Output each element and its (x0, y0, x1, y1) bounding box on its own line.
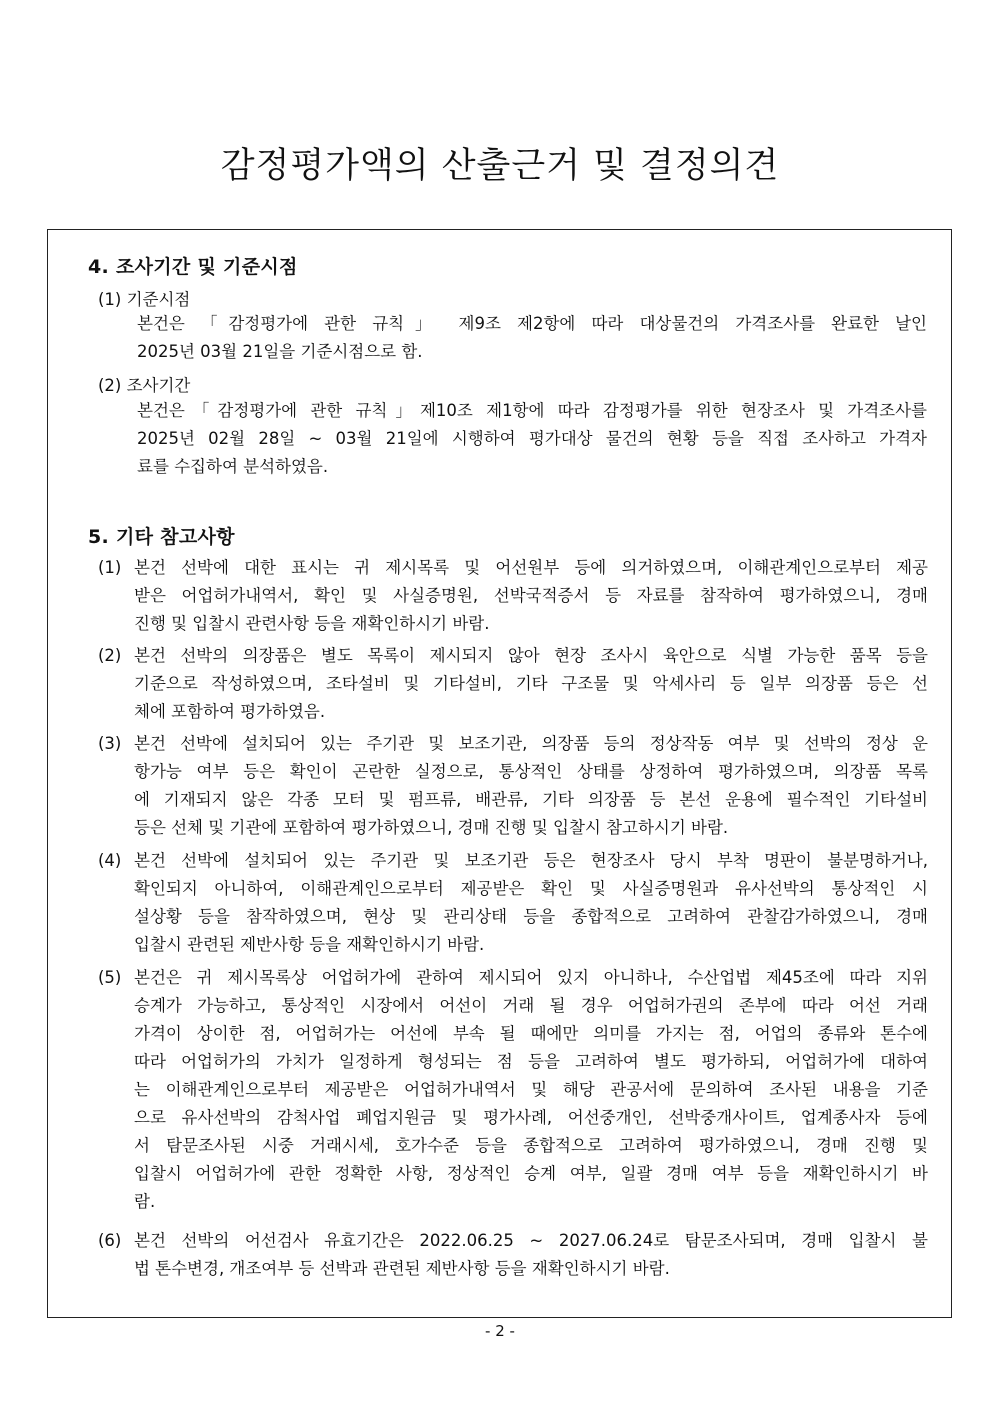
item-number: (6) (98, 1231, 122, 1250)
text-line: 본건 선박에 설치되어 있는 주기관 및 보조기관, 의장품 등의 정상작동 여부 및 선박의 정상 운 (134, 734, 928, 753)
text-line: 법 톤수변경, 개조여부 등 선박과 관련된 제반사항 등을 재확인하시기 바람. (134, 1259, 670, 1278)
text-line: 료를 수집하여 분석하였음. (137, 457, 329, 476)
item-text (134, 642, 928, 726)
text-line: 본건 선박의 어선검사 유효기간은 2022.06.25 ~ 2027.06.24로 탐문조사되며, 경매 입찰시 불 (134, 1231, 928, 1250)
section-5-heading: 5. 기타 참고사항 (88, 526, 235, 548)
text-line: 체에 포함하여 평가하였음. (134, 702, 326, 721)
text-line: 기준으로 작성하였으며, 조타설비 및 기타설비, 기타 구조물 및 악세사리 등 일부 의장품 등은 선 (134, 674, 928, 693)
text-line: 진행 및 입찰시 관련사항 등을 재확인하시기 바람. (134, 614, 490, 633)
item-text (134, 554, 928, 638)
item-number: (4) (98, 851, 122, 870)
text-line: 등은 선체 및 기관에 포함하여 평가하였으니, 경매 진행 및 입찰시 참고하시기 바람. (134, 818, 729, 837)
text-line: 람. (134, 1192, 156, 1211)
item-number: (1) (98, 558, 122, 577)
text-line: 2025년 02월 28일 ~ 03월 21일에 시행하여 평가대상 물건의 현황 등을 직접 조사하고 가격자 (137, 429, 927, 448)
text-line: 본건은「감정평가에 관한 규칙」제10조 제1항에 따라 감정평가를 위한 현장조사 및 가격조사를 (137, 401, 927, 420)
item-text (134, 964, 928, 1216)
content-box (47, 229, 952, 1318)
page-number: - 2 - (485, 1322, 515, 1340)
text-line: 가격이 상이한 점, 어업허가는 어선에 부속 될 때에만 의미를 가지는 점, 어업의 종류와 톤수에 (134, 1024, 928, 1043)
text-line: 따라 어업허가의 가치가 일정하게 형성되는 점 등을 고려하여 별도 평가하되, 어업허가에 대하여 (134, 1052, 928, 1071)
text-line: 에 기재되지 않은 각종 모터 및 펌프류, 배관류, 기타 의장품 등 본선 운용에 필수적인 기타설비 (134, 790, 928, 809)
text-line: 으로 유사선박의 감척사업 폐업지원금 및 평가사례, 어선중개인, 선박중개사이트, 업계종사자 등에 (134, 1108, 928, 1127)
section-4-sub-2-text (137, 397, 927, 481)
text-line: 본건 선박에 대한 표시는 귀 제시목록 및 어선원부 등에 의거하였으며, 이해관계인으로부터 제공 (134, 558, 928, 577)
text-line: 서 탐문조사된 시중 거래시세, 호가수준 등을 종합적으로 고려하여 평가하였으니, 경매 진행 및 (134, 1136, 928, 1155)
item-text (134, 847, 928, 959)
text-line: 입찰시 어업허가에 관한 정확한 사항, 정상적인 승계 여부, 일괄 경매 여부 등을 재확인하시기 바 (134, 1164, 928, 1183)
section-4-sub-1-label: (1) 기준시점 (98, 290, 191, 309)
text-line: 받은 어업허가내역서, 확인 및 사실증명원, 선박국적증서 등 자료를 참작하여 평가하였으니, 경매 (134, 586, 928, 605)
item-text (134, 1227, 928, 1283)
text-line: 확인되지 아니하여, 이해관계인으로부터 제공받은 확인 및 사실증명원과 유사선박의 통상적인 시 (134, 879, 928, 898)
section-4-heading: 4. 조사기간 및 기준시점 (88, 256, 298, 278)
text-line: 본건 선박의 의장품은 별도 목록이 제시되지 않아 현장 조사시 육안으로 식별 가능한 품목 등을 (134, 646, 928, 665)
section-4-sub-2-label: (2) 조사기간 (98, 376, 191, 395)
text-line: 본건 선박에 설치되어 있는 주기관 및 보조기관 등은 현장조사 당시 부착 명판이 불분명하거나, (134, 851, 928, 870)
item-number: (2) (98, 646, 122, 665)
text-line: 입찰시 관련된 제반사항 등을 재확인하시기 바람. (134, 935, 485, 954)
section-4-sub-1-text (137, 310, 927, 366)
text-line: 2025년 03월 21일을 기준시점으로 함. (137, 342, 423, 361)
item-number: (3) (98, 734, 122, 753)
text-line: 본건은 「감정평가에 관한 규칙」 제9조 제2항에 따라 대상물건의 가격조사를 완료한 날인 (137, 314, 927, 333)
page-title: 감정평가액의 산출근거 및 결정의견 (220, 146, 780, 186)
text-line: 는 이해관계인으로부터 제공받은 어업허가내역서 및 해당 관공서에 문의하여 조사된 내용을 기준 (134, 1080, 928, 1099)
item-number: (5) (98, 968, 122, 987)
item-text (134, 730, 928, 842)
text-line: 본건은 귀 제시목록상 어업허가에 관하여 제시되어 있지 아니하나, 수산업법 제45조에 따라 지위 (134, 968, 928, 987)
text-line: 설상황 등을 참작하였으며, 현상 및 관리상태 등을 종합적으로 고려하여 관찰감가하였으니, 경매 (134, 907, 928, 926)
text-line: 항가능 여부 등은 확인이 곤란한 실정으로, 통상적인 상태를 상정하여 평가하였으며, 의장품 목록 (134, 762, 928, 781)
text-line: 승계가 가능하고, 통상적인 시장에서 어선이 거래 될 경우 어업허가권의 존부에 따라 어선 거래 (134, 996, 928, 1015)
